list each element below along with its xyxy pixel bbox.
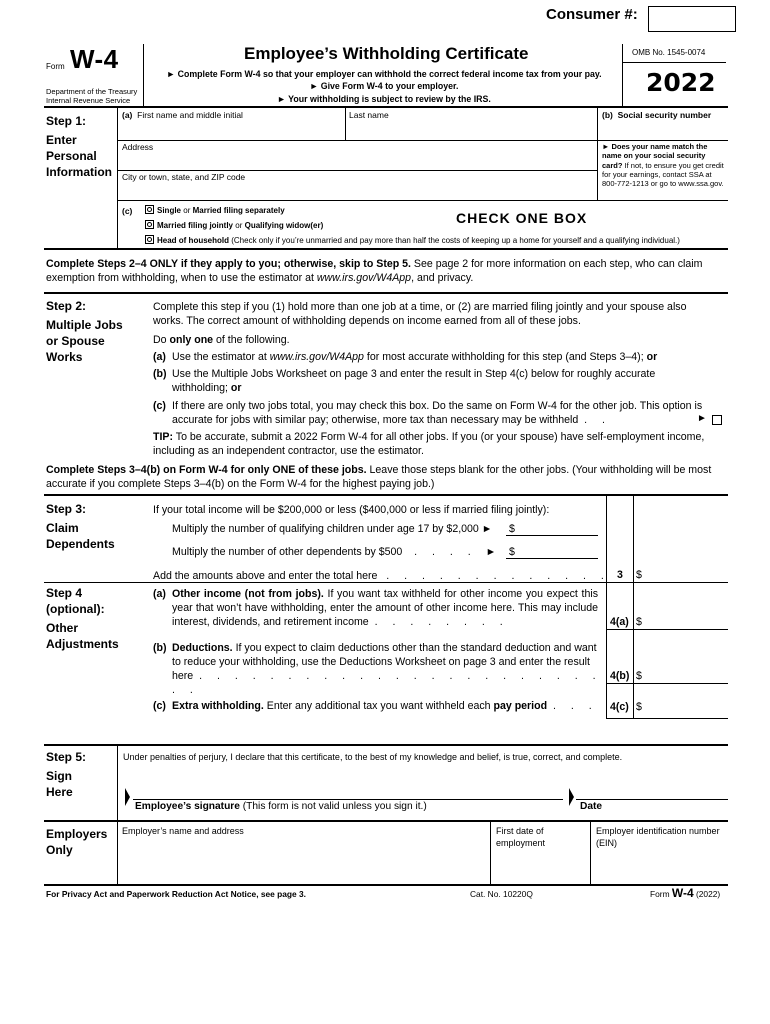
header-instructions (146, 68, 622, 105)
step3-title (46, 520, 115, 552)
step5-label: Step 5: (46, 750, 87, 764)
radio-icon[interactable] (145, 220, 154, 229)
two-jobs-checkbox[interactable] (712, 415, 722, 425)
first-date-label: First date of employment (496, 826, 546, 848)
estimator-link[interactable]: www.irs.gov/W4App (316, 272, 412, 284)
step2-title-line: Multiple Jobs (46, 318, 123, 332)
line-4a-dollar: $ (636, 616, 642, 628)
notice1-bold: Complete Steps 2–4 ONLY if they apply to you; otherwise, skip to Step 5. (46, 258, 411, 270)
line-4b-number: 4(b) (610, 670, 630, 682)
step1-title (46, 132, 112, 180)
do-post: of the following. (213, 334, 290, 346)
step2-do-one (153, 333, 290, 347)
step2-label: Step 2: (46, 299, 87, 313)
field-b-tag: (b) (602, 110, 613, 120)
last-name-input[interactable] (346, 120, 596, 137)
step2-title-line: or Spouse (46, 334, 105, 348)
city-input[interactable] (118, 182, 596, 198)
step2-intro: Complete this step if you (1) hold more than one job at a time, or (2) are married filing jointly and your spouse also works. The correct amount of withholding depends on income earned from all of these jobs. (153, 301, 687, 327)
omb-number: OMB No. 1545-0074 (632, 48, 706, 57)
step2-option-c (172, 399, 708, 427)
deductions-dots: . . . . . . . . . . . . . . . . . . . . . . . . . (172, 670, 602, 696)
notice2-bold: Complete Steps 3–4(b) on Form W-4 for only ONE of these jobs. (46, 464, 367, 476)
line-4c-number: 4(c) (610, 701, 629, 713)
step3-intro: If your total income will be $200,000 or less ($400,000 or less if married filing jointly): (153, 504, 550, 516)
employer-name-label: Employer’s name and address (122, 826, 244, 836)
ssn-match-note (602, 142, 726, 188)
filing-option-joint[interactable] (145, 220, 323, 230)
consumer-label: Consumer #: (546, 6, 638, 23)
do-pre: Do (153, 334, 170, 346)
extra-withholding-bold: Extra withholding. (172, 700, 264, 712)
step3-title-line: Dependents (46, 537, 115, 551)
footer-form-word: Form (650, 889, 670, 899)
line-4c-amount[interactable] (646, 698, 726, 712)
perjury-statement: Under penalties of perjury, I declare that this certificate, to the best of my knowledge and belief, is true, correct, and complete. (123, 752, 623, 762)
catalog-number: Cat. No. 10220Q (470, 889, 533, 899)
total-dots: . . . . . . . . . . . . . (386, 570, 610, 582)
line-3-amount[interactable] (646, 566, 726, 580)
first-date-input[interactable] (492, 852, 588, 880)
step3-label: Step 3: (46, 502, 87, 516)
dollar-sign: $ (509, 523, 515, 535)
line-4c-dollar: $ (636, 701, 642, 713)
extra-withholding-dots: . . . (552, 700, 598, 712)
tip-label: TIP: (153, 431, 174, 443)
step4-title-line: Adjustments (46, 637, 119, 651)
extra-withholding-desc: Enter any additional tax you want withheld each (263, 700, 494, 712)
step3-total-line (153, 569, 610, 583)
deductions-desc: If you expect to claim deductions other than the standard deduction and want to reduce your withholding, use the Deductions Worksheet on page 3 and enter the result here (172, 642, 597, 682)
filing-option-single[interactable] (145, 205, 285, 215)
footer-form-id (650, 886, 720, 900)
other-dependents-line (172, 545, 502, 559)
step1-label: Step 1: (46, 114, 87, 128)
c-text: If there are only two jobs total, you may check this box. Do the same on Form W-4 for the other job. This option is accurate for jobs with similar pay; otherwise, more tax than necessary may be withheld (172, 400, 703, 426)
notice-steps-2-4 (46, 257, 726, 285)
notice2-text: Leave those steps blank for the other jobs. (Your withholding will be most accurate if you complete Steps 3–4(b) on the Form W-4 for the highest paying job.) (46, 464, 712, 490)
employers-title-line: Employers (46, 827, 108, 841)
line-4b-dollar: $ (636, 670, 642, 682)
step5-title-line: Here (46, 785, 73, 799)
two-jobs-arrow-icon: ► (697, 413, 707, 424)
field-a-tag: (a) (122, 110, 133, 120)
ssn-note-bold: ► Does your name match the name on your social security card? (602, 142, 708, 170)
step1-title-line: Enter (46, 133, 77, 147)
header-bullet-2: ► Give Form W-4 to your employer. (309, 81, 459, 92)
city-label: City or town, state, and ZIP code (122, 172, 246, 182)
filing-separately-text: Married filing separately (192, 206, 285, 215)
date-label: Date (580, 801, 603, 812)
other-income-text (172, 587, 598, 629)
last-name-label: Last name (349, 110, 389, 120)
tax-year-text: 2022 (646, 68, 716, 97)
qualifying-children-amount[interactable] (518, 520, 596, 534)
step4-optional: (optional): (46, 602, 105, 616)
ein-input[interactable] (592, 852, 726, 880)
signature-note: (This form is not valid unless you sign it.) (239, 801, 427, 812)
department: Department of the Treasury (46, 87, 138, 96)
signature-arrow-icon (125, 788, 130, 806)
step1-title-line: Personal (46, 149, 97, 163)
notice1-text: See page 2 for more information on each step, who can claim exemption from withholding, when to use the estimator at (46, 258, 703, 284)
b-or: or (230, 382, 242, 394)
step1-title-line: Information (46, 165, 112, 179)
check-one-box-label: CHECK ONE BOX (456, 210, 588, 226)
dependents-dots: . . . . ► (414, 546, 503, 558)
line-4a-amount[interactable] (646, 613, 726, 627)
step4-b-tag: (b) (153, 642, 167, 654)
step2-option-b (172, 367, 698, 395)
step2-c-tag: (c) (153, 400, 166, 412)
deductions-text (172, 641, 602, 697)
form-title: Employee’s Withholding Certificate (244, 44, 529, 63)
qualifying-children-line: Multiply the number of qualifying children under age 17 by $2,000 ► (172, 523, 493, 535)
step4-title (46, 620, 119, 652)
ssn-note-text: If not, to ensure you get credit for your earnings, contact SSA at 800-772-1213 or go to www.ssa.gov. (602, 160, 724, 189)
other-income-bold: Other income (not from jobs). (172, 588, 324, 600)
estimator-link-2[interactable]: www.irs.gov/W4App (269, 351, 364, 363)
a-or: or (646, 351, 658, 363)
step2-title (46, 317, 123, 365)
pay-period-bold: pay period (493, 700, 548, 712)
notice-steps-3-4b (46, 463, 726, 491)
radio-icon[interactable] (145, 235, 154, 244)
other-dependents-text: Multiply the number of other dependents by $500 (172, 546, 403, 558)
first-name-text: First name and middle initial (137, 110, 243, 120)
c-dots: . . (584, 414, 612, 426)
step4-title-line: Other (46, 621, 79, 635)
step3-title-line: Claim (46, 521, 79, 535)
notice1-end: , and privacy. (411, 272, 474, 284)
signature-bold: Employee’s signature (135, 801, 240, 812)
step2-tip (153, 430, 718, 458)
step4-a-tag: (a) (153, 588, 166, 600)
first-name-label (122, 110, 243, 120)
first-name-input[interactable] (118, 120, 344, 137)
address-label: Address (122, 142, 154, 152)
tax-year (646, 68, 716, 97)
step4-c-tag: (c) (153, 700, 166, 712)
a-pre: Use the estimator at (172, 351, 270, 363)
line-3-number: 3 (617, 569, 623, 581)
field-c-tag: (c) (122, 206, 133, 216)
line-4a-number: 4(a) (610, 616, 629, 628)
ssn-label (602, 110, 711, 120)
step5-title (46, 768, 73, 800)
other-income-desc: If you want tax withheld for other income you expect this year that won’t have withholding, enter the amount of other income here. This may include interest, dividends, and retirement income (172, 588, 598, 628)
total-text: Add the amounts above and enter the total here (153, 570, 378, 582)
header-bullet-3: ► Your withholding is subject to review by the IRS. (277, 93, 491, 104)
deductions-bold: Deductions. (172, 642, 233, 654)
consumer-number-field[interactable] (648, 6, 736, 32)
filing-hoh-text: Head of household (157, 236, 229, 245)
a-post: for most accurate withholding for this step (and Steps 3–4); (363, 351, 644, 363)
dollar-sign: $ (509, 546, 515, 558)
other-dependents-amount[interactable] (518, 543, 596, 557)
or-text: or (183, 206, 191, 215)
form-word: Form (46, 62, 65, 71)
form-number: W-4 (70, 44, 119, 74)
line-4b-amount[interactable] (646, 667, 726, 681)
signature-label (135, 801, 427, 812)
address-input[interactable] (118, 152, 596, 168)
footer-form-year: (2022) (695, 889, 721, 899)
employer-name-input[interactable] (120, 840, 488, 880)
signature-field[interactable] (135, 784, 563, 798)
filing-single-text: Single (157, 206, 182, 215)
step2-title-line: Works (46, 350, 83, 364)
step2-b-tag: (b) (153, 368, 167, 380)
privacy-notice: For Privacy Act and Paperwork Reduction Act Notice, see page 3. (46, 889, 307, 899)
extra-withholding-text (172, 699, 598, 713)
filing-joint-text: Married filing jointly (157, 221, 234, 230)
employers-title-line: Only (46, 843, 73, 857)
tip-text: To be accurate, submit a 2022 Form W-4 for all other jobs. If you (or your spouse) have self-employment income, including as an independent contractor, use the estimator. (153, 431, 705, 457)
ssn-text: Social security number (617, 110, 712, 120)
line-3-dollar: $ (636, 569, 642, 581)
date-arrow-icon (569, 788, 574, 806)
footer-form-number: W-4 (671, 886, 694, 900)
ssn-input[interactable] (598, 120, 726, 137)
filing-option-hoh[interactable] (145, 235, 680, 245)
step5-title-line: Sign (46, 769, 72, 783)
do-only-one: only one (169, 334, 214, 346)
or-text: or (235, 221, 243, 230)
ein-label: Employer identification number (EIN) (596, 826, 720, 848)
employers-only-title (46, 826, 107, 858)
date-field[interactable] (578, 784, 726, 798)
filing-hoh-note: (Check only if you’re unmarried and pay more than half the costs of keeping up a home for yourself and a qualifying individual.) (231, 236, 680, 245)
agency: Internal Revenue Service (46, 96, 131, 105)
step2-option-a (172, 350, 722, 364)
other-income-dots: . . . . . . . . (374, 616, 509, 628)
step4-label: Step 4 (46, 586, 83, 600)
radio-icon[interactable] (145, 205, 154, 214)
b-text: Use the Multiple Jobs Worksheet on page 3 and enter the result in Step 4(c) below for roughly accurate withholding; (172, 368, 656, 394)
step2-a-tag: (a) (153, 351, 166, 363)
header-bullet-1: ► Complete Form W-4 so that your employer can withhold the correct federal income tax from your pay. (166, 69, 602, 79)
filing-widow-text: Qualifying widow(er) (244, 221, 324, 230)
